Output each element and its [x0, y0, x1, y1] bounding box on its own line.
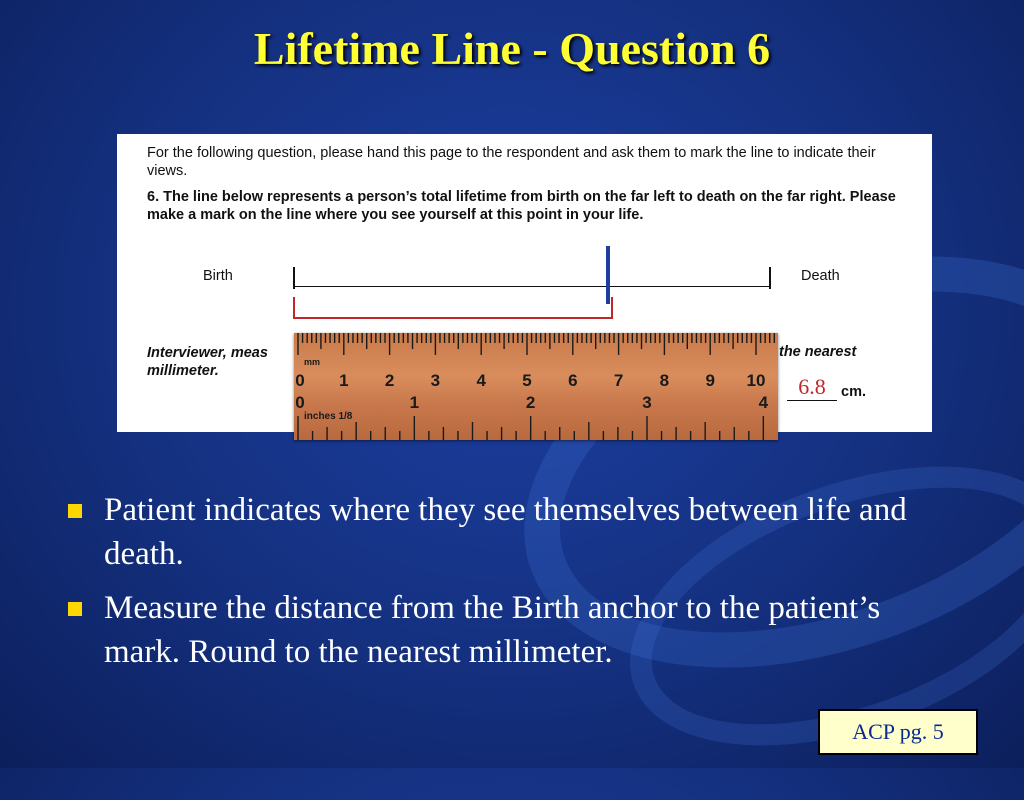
cm-label: 0: [295, 371, 305, 390]
cm-label: 2: [384, 371, 395, 390]
ruler: [294, 333, 778, 440]
interviewer-instruction-end: the nearest: [779, 344, 857, 360]
bullet-square-icon: [68, 602, 82, 616]
birth-label: Birth: [203, 268, 233, 284]
measurement-bracket: [293, 297, 613, 319]
inch-label: 0: [295, 393, 305, 412]
lifetime-line: [293, 286, 771, 287]
form-intro: For the following question, please hand this page to the respondent and ask them to mark the line to indicate their views.: [147, 145, 876, 179]
cm-label: 5: [522, 371, 532, 390]
cm-label: 1: [339, 371, 349, 390]
metric-unit-label: mm: [304, 357, 321, 367]
bullet-item: Measure the distance from the Birth anchor to the patient’s mark. Round to the nearest millimeter.: [68, 586, 958, 674]
inch-label: 1: [409, 393, 420, 412]
death-label: Death: [801, 268, 840, 284]
ruler-graphic: [294, 333, 778, 440]
cm-label: 4: [476, 371, 486, 390]
bullet-list: [68, 488, 958, 684]
patient-mark: [606, 246, 610, 304]
cm-label: 9: [705, 371, 715, 390]
interviewer-instruction: Interviewer, meas millimeter.: [147, 345, 268, 379]
cm-label: 8: [659, 371, 670, 390]
bullet-item: Patient indicates where they see themselves between life and death.: [68, 488, 958, 576]
cm-label: 3: [430, 371, 441, 390]
bullet-square-icon: [68, 504, 82, 518]
cm-label: 7: [613, 371, 624, 390]
form-question: 6. The line below represents a person’s total lifetime from birth on the far left to death on the far right. Please make a mark on the line where you see yourself at this point in your life.: [147, 189, 896, 223]
inch-label: 2: [525, 393, 536, 412]
cm-label: 10: [746, 371, 766, 390]
page-reference: ACP pg. 5: [818, 709, 978, 755]
death-anchor-tick: [769, 267, 771, 289]
slide-title: Lifetime Line - Question 6: [253, 23, 771, 74]
answer-value: 6.8: [787, 374, 837, 401]
inch-label: 3: [642, 393, 652, 412]
cm-label: 6: [568, 371, 578, 390]
imperial-unit-label: inches 1/8: [304, 411, 353, 422]
answer-unit: cm.: [841, 384, 866, 400]
inch-label: 4: [758, 393, 769, 412]
